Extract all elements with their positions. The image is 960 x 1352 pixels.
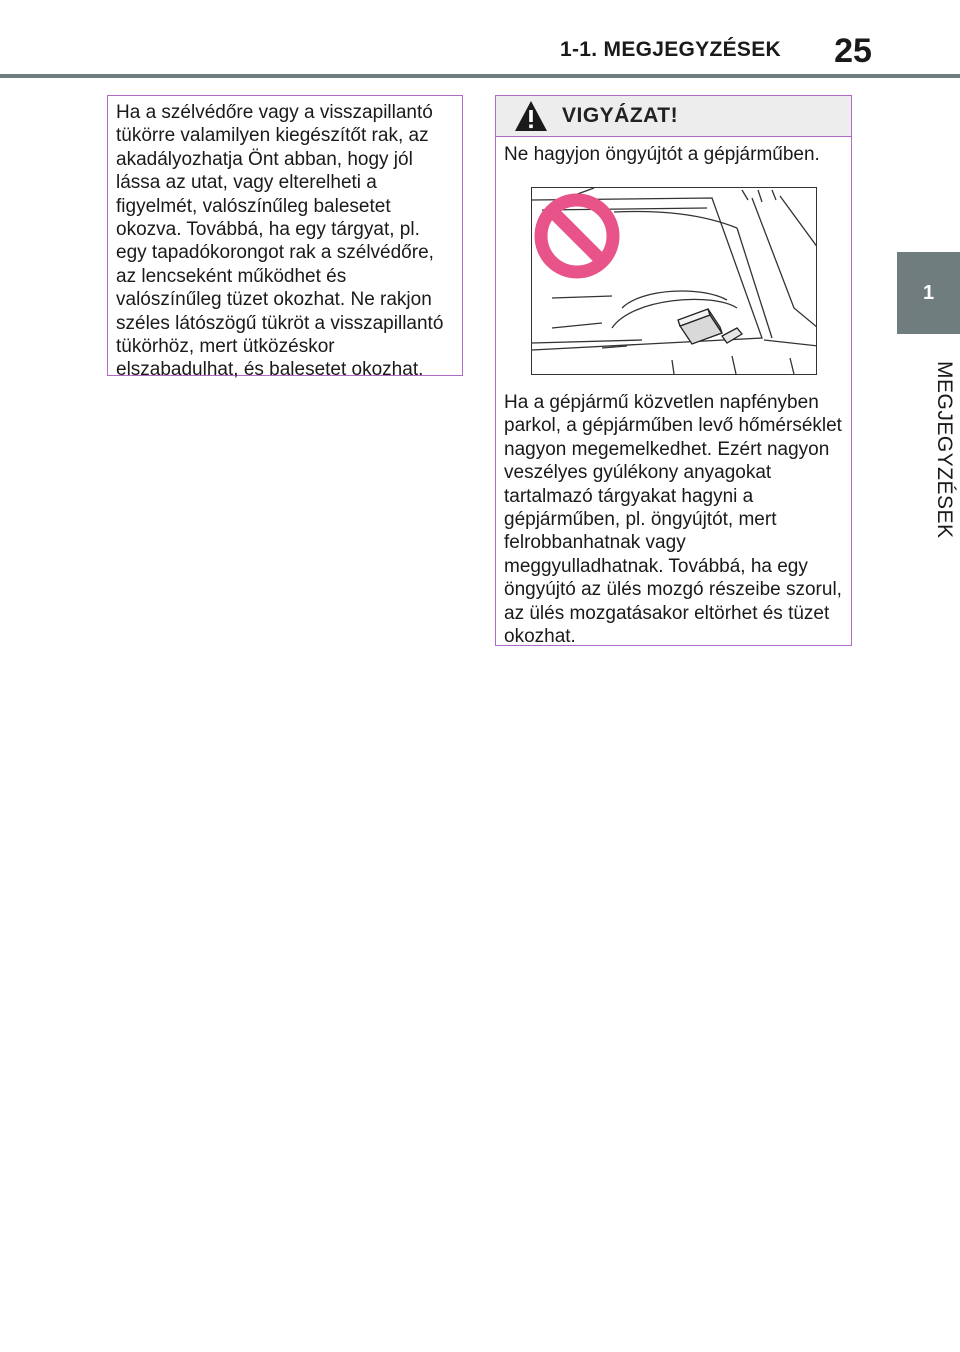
lighter-illustration [531,187,817,375]
chapter-number: 1 [922,281,935,304]
chapter-tab[interactable] [897,252,960,334]
page-number: 25 [834,32,872,70]
chapter-label: MEGJEGYZÉSEK [933,361,956,539]
warning-intro: Ne hagyjon öngyújtót a gépjárműben. [504,144,820,165]
car-interior-drawing [532,188,817,375]
section-title: 1-1. MEGJEGYZÉSEK [560,38,781,61]
warning-triangle-icon [514,100,548,132]
warning-box [495,95,852,646]
warning-body-text: Ha a gépjármű közvetlen napfényben parkol, a gépjárműben levő hőmérséklet nagyon megemelkedhet. Ezért nagyon veszélyes gyúlékony anyagokat tartalmazó tárgyakat hagyni a gépjárműben, pl. öngyújtót, mert felrobbanhatnak vagy meggyulladhatnak. Továbbá, ha egy öngyújtó az ülés mozgó részeibe szorul, az ülés mozgatásakor eltörhet és tüzet okozhat. [504,392,842,648]
warning-title: VIGYÁZAT! [562,104,679,127]
header-divider [0,74,960,78]
warning-header [496,96,851,137]
note-box [107,95,463,381]
note-text: Ha a szélvédőre vagy a visszapillantó tükörre valamilyen kiegészítőt rak, az akadályozhatja Önt abban, hogy jól lássa az utat, vagy elterelheti a figyelmét, valószínűleg balesetet okozva. Továbbá, ha egy tárgyat, pl. egy tapadókorongot rak a szélvédőre, az lencseként működhet és valószínűleg tüzet okozhat. Ne rakjon széles látószögű tükröt a visszapillantó tükörhöz, mert ütközéskor elszabadulhat, és balesetet okozhat. [116,102,444,381]
warning-body [504,391,842,648]
